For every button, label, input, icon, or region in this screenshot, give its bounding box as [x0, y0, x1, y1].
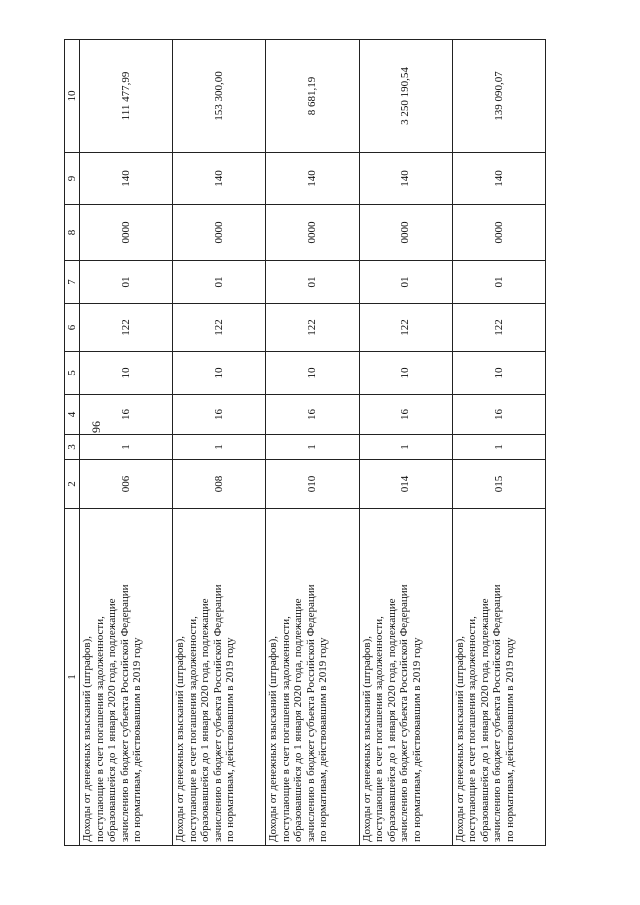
table-row — [359, 40, 452, 846]
subarticle-code-cell: 122 — [266, 304, 359, 352]
element-code-cell: 01 — [80, 261, 173, 304]
program-code-cell: 0000 — [173, 205, 266, 261]
description-line: Доходы от денежных взысканий (штрафов), — [360, 636, 373, 842]
subarticle-code-cell: 122 — [80, 304, 173, 352]
admin-code-cell: 014 — [359, 460, 452, 509]
column-header: 10 — [65, 40, 80, 153]
subarticle-code-cell: 122 — [359, 304, 452, 352]
description-line: поступающие в счет погашения задолженности, — [93, 616, 106, 842]
column-header: 6 — [65, 304, 80, 352]
subarticle-code-cell: 122 — [452, 304, 545, 352]
economic-code-cell: 140 — [452, 153, 545, 205]
table-row — [80, 40, 173, 846]
description-line: зачислению в бюджет субъекта Российской Федерации — [118, 584, 131, 842]
subgroup-code-cell: 16 — [452, 395, 545, 435]
description-line: Доходы от денежных взысканий (штрафов), — [81, 636, 93, 842]
revenue-table — [64, 39, 546, 846]
article-code-cell: 10 — [80, 352, 173, 395]
description-line: по нормативам, действовавшим в 2019 году — [224, 637, 237, 842]
amount-cell: 153 300,00 — [173, 40, 266, 153]
description-line: зачислению в бюджет субъекта Российской Федерации — [211, 584, 224, 842]
table-header-row — [65, 40, 80, 846]
description-line: образовавшейся до 1 января 2020 года, подлежащие — [106, 598, 118, 842]
element-code-cell: 01 — [173, 261, 266, 304]
article-code-cell: 10 — [452, 352, 545, 395]
description-line: по нормативам, действовавшим в 2019 году — [317, 637, 330, 842]
amount-cell: 8 681,19 — [266, 40, 359, 153]
page-number: 96 — [89, 421, 103, 433]
subgroup-code-cell: 16 — [359, 395, 452, 435]
admin-code-cell: 006 — [80, 460, 173, 509]
element-code-cell: 01 — [266, 261, 359, 304]
group-code-cell: 1 — [359, 435, 452, 460]
admin-code-cell: 010 — [266, 460, 359, 509]
subarticle-code-cell: 122 — [173, 304, 266, 352]
economic-code-cell: 140 — [266, 153, 359, 205]
column-header: 4 — [65, 395, 80, 435]
revenue-description — [80, 509, 173, 846]
description-line: по нормативам, действовавшим в 2019 году — [410, 637, 423, 842]
group-code-cell: 1 — [80, 435, 173, 460]
description-line: образовавшейся до 1 января 2020 года, подлежащие — [292, 598, 305, 842]
group-code-cell: 1 — [452, 435, 545, 460]
revenue-description — [173, 509, 266, 846]
description-line: поступающие в счет погашения задолженности, — [279, 616, 292, 842]
admin-code-cell: 008 — [173, 460, 266, 509]
group-code-cell: 1 — [266, 435, 359, 460]
subgroup-code-cell: 16 — [173, 395, 266, 435]
article-code-cell: 10 — [359, 352, 452, 395]
program-code-cell: 0000 — [80, 205, 173, 261]
economic-code-cell: 140 — [80, 153, 173, 205]
revenue-description — [359, 509, 452, 846]
description-line: по нормативам, действовавшим в 2019 году — [503, 637, 516, 842]
element-code-cell: 01 — [359, 261, 452, 304]
revenue-description — [452, 509, 545, 846]
economic-code-cell: 140 — [173, 153, 266, 205]
column-header: 2 — [65, 460, 80, 509]
subgroup-code-cell: 16 — [266, 395, 359, 435]
description-line: по нормативам, действовавшим в 2019 году — [131, 637, 143, 842]
table-row — [173, 40, 266, 846]
program-code-cell: 0000 — [359, 205, 452, 261]
article-code-cell: 10 — [266, 352, 359, 395]
amount-cell: 139 090,07 — [452, 40, 545, 153]
description-line: поступающие в счет погашения задолженности, — [466, 616, 479, 842]
table-row — [266, 40, 359, 846]
revenue-description — [266, 509, 359, 846]
description-line: зачислению в бюджет субъекта Российской Федерации — [491, 584, 504, 842]
description-line: Доходы от денежных взысканий (штрафов), — [267, 636, 280, 842]
amount-cell: 3 250 190,54 — [359, 40, 452, 153]
column-header: 8 — [65, 205, 80, 261]
amount-cell: 111 477,99 — [80, 40, 173, 153]
column-header: 3 — [65, 435, 80, 460]
program-code-cell: 0000 — [266, 205, 359, 261]
admin-code-cell: 015 — [452, 460, 545, 509]
program-code-cell: 0000 — [452, 205, 545, 261]
description-line: образовавшейся до 1 января 2020 года, подлежащие — [199, 598, 212, 842]
description-line: Доходы от денежных взысканий (штрафов), — [174, 636, 187, 842]
rotated-page-content — [64, 40, 546, 846]
element-code-cell: 01 — [452, 261, 545, 304]
description-line: образовавшейся до 1 января 2020 года, подлежащие — [385, 598, 398, 842]
description-line: Доходы от денежных взысканий (штрафов), — [453, 636, 466, 842]
group-code-cell: 1 — [173, 435, 266, 460]
description-line: зачислению в бюджет субъекта Российской Федерации — [398, 584, 411, 842]
economic-code-cell: 140 — [359, 153, 452, 205]
subgroup-code-cell: 16 — [80, 395, 173, 435]
description-line: зачислению в бюджет субъекта Российской Федерации — [304, 584, 317, 842]
article-code-cell: 10 — [173, 352, 266, 395]
description-line: образовавшейся до 1 января 2020 года, подлежащие — [478, 598, 491, 842]
column-header: 9 — [65, 153, 80, 205]
description-line: поступающие в счет погашения задолженности, — [186, 616, 199, 842]
column-header: 5 — [65, 352, 80, 395]
column-header: 1 — [65, 509, 80, 846]
column-header: 7 — [65, 261, 80, 304]
table-row — [452, 40, 545, 846]
description-line: поступающие в счет погашения задолженности, — [373, 616, 386, 842]
